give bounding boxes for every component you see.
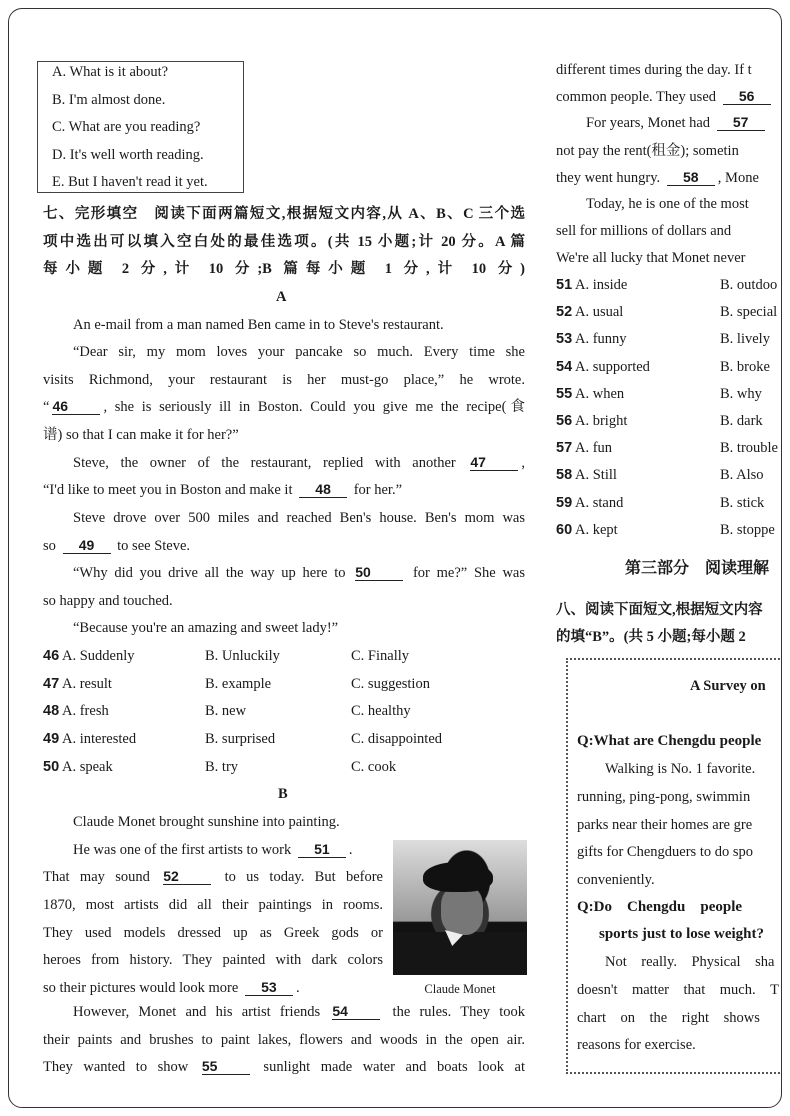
survey-line: doesn't matter that much. T	[577, 982, 779, 998]
blank-54: 54	[332, 1003, 380, 1020]
text-segment: However, Monet and his artist friends	[73, 1004, 330, 1020]
passage-line	[43, 923, 383, 943]
passage-line	[556, 194, 780, 214]
option-item: D. It's well worth reading.	[52, 146, 204, 163]
passage-line	[43, 536, 525, 556]
option-a: A. kept	[575, 521, 618, 538]
text-segment: , Mone	[717, 170, 759, 186]
option-c: C. cook	[351, 758, 397, 775]
instruction-line: 八、阅读下面短文,根据短文内容	[556, 602, 763, 618]
option-a: A. fresh	[62, 703, 109, 720]
survey-line: Not really. Physical sha	[605, 954, 775, 970]
blank-55: 55	[202, 1058, 250, 1075]
text-segment: , she is seriously ill in Boston. Could you give me the recipe(食	[103, 399, 525, 415]
text-segment: “	[43, 399, 50, 415]
section-heading-b: B	[278, 786, 288, 802]
option-a: A. when	[575, 385, 625, 402]
text-segment: Steve, the owner of the restaurant, replied with another	[73, 455, 468, 471]
passage-line	[43, 1030, 525, 1050]
question-number: 53	[556, 331, 573, 348]
option-a: A. stand	[575, 494, 624, 511]
option-b: B. surprised	[205, 731, 276, 748]
blank-47: 47	[470, 454, 518, 471]
option-a: A. Suddenly	[62, 648, 135, 664]
survey-line: sports just to lose weight?	[599, 926, 764, 942]
text-segment: “Why did you drive all the way up here to	[73, 565, 353, 581]
monet-portrait	[393, 840, 527, 975]
blank-56: 56	[723, 88, 771, 105]
option-c: C. suggestion	[351, 675, 430, 692]
question-number: 49	[43, 731, 60, 748]
question-number: 60	[556, 521, 573, 538]
blank-49: 49	[63, 537, 111, 554]
passage-line	[43, 508, 525, 528]
text-segment: They used models dressed up as Greek gods or	[43, 925, 383, 941]
option-b: B. Unluckily	[205, 648, 280, 664]
blank-51: 51	[298, 841, 346, 858]
blank-58: 58	[667, 169, 715, 186]
passage-line	[43, 315, 525, 335]
text-segment: Claude Monet brought sunshine into painting.	[73, 814, 340, 830]
text-segment: to us today. But before	[214, 869, 383, 885]
option-item: C. What are you reading?	[52, 119, 201, 135]
survey-line: gifts for Chengduers to do spo	[577, 844, 753, 860]
option-a: A. inside	[575, 277, 628, 293]
passage-line	[556, 248, 780, 268]
text-segment: He was one of the first artists to work	[73, 842, 295, 858]
passage-line	[43, 1057, 525, 1077]
passage-line	[43, 1002, 525, 1022]
question-number: 52	[556, 304, 573, 321]
text-segment: “Because you're an amazing and sweet lady!”	[73, 620, 339, 636]
passage-line	[556, 168, 780, 188]
text-segment: their paints and brushes to paint lakes, flowers and woods in the open air.	[43, 1032, 525, 1048]
survey-line: Q:What are Chengdu people	[577, 733, 762, 749]
text-segment: common people. They used	[556, 89, 720, 105]
passage-line	[556, 113, 780, 133]
option-item: A. What is it about?	[52, 64, 169, 80]
instruction-line: 项中选出可以填入空白处的最佳选项。(共 15 小题;计 20 分。A 篇	[43, 233, 525, 250]
instruction-line: 每小题 2 分,计 10 分;B 篇每小题 1 分,计 10 分)	[43, 261, 525, 277]
option-a: A. result	[62, 675, 112, 692]
passage-line	[43, 895, 383, 915]
text-segment: for her.”	[350, 482, 403, 498]
instruction-line: 七、完形填空 阅读下面两篇短文,根据短文内容,从 A、B、C 三个选	[43, 206, 525, 222]
text-segment: That may sound	[43, 869, 161, 885]
passage-line	[43, 618, 525, 638]
text-segment: ,	[521, 455, 525, 471]
blank-53: 53	[245, 979, 293, 996]
text-segment: for me?” She was	[406, 565, 525, 581]
text-segment: They wanted to show	[43, 1059, 199, 1075]
passage-line	[556, 221, 780, 241]
passage-line	[43, 867, 383, 887]
option-a: A. speak	[62, 758, 113, 775]
survey-line: chart on the right shows	[577, 1010, 760, 1026]
text-segment: .	[295, 980, 300, 996]
text-segment: We're all lucky that Monet never	[556, 250, 746, 266]
question-number: 46	[43, 648, 60, 664]
text-segment: An e-mail from a man named Ben came in to Steve's restaurant.	[73, 317, 444, 333]
passage-line	[43, 978, 383, 998]
option-b: B. broke	[720, 358, 770, 375]
option-a: A. bright	[575, 413, 628, 429]
question-number: 57	[556, 440, 573, 457]
text-segment: .	[348, 842, 353, 858]
blank-57: 57	[717, 114, 765, 131]
survey-line: reasons for exercise.	[577, 1037, 696, 1053]
option-c: C. disappointed	[351, 731, 443, 748]
blank-48: 48	[299, 481, 347, 498]
photo-caption: Claude Monet	[424, 982, 496, 996]
text-segment: sell for millions of dollars and	[556, 223, 732, 239]
blank-46: 46	[52, 398, 100, 415]
option-a: A. usual	[575, 304, 624, 321]
survey-line: running, ping-pong, swimmin	[577, 789, 751, 805]
instruction-line: 的填“B”。(共 5 小题;每小题 2	[556, 629, 746, 645]
option-a: A. supported	[575, 358, 650, 375]
question-number: 59	[556, 494, 573, 511]
text-segment: 谱) so that I can make it for her?”	[43, 427, 239, 443]
text-segment: “Dear sir, my mom loves your pancake so much. Every time she	[73, 344, 525, 360]
passage-line	[43, 425, 525, 445]
option-a: A. fun	[575, 440, 613, 457]
option-b: B. trouble	[720, 440, 778, 457]
question-number: 58	[556, 467, 573, 484]
survey-line: parks near their homes are gre	[577, 817, 753, 833]
question-number: 54	[556, 358, 573, 375]
question-number: 48	[43, 703, 60, 720]
text-segment: “I'd like to meet you in Boston and make it	[43, 482, 297, 498]
option-item: E. But I haven't read it yet.	[52, 174, 208, 190]
option-b: B. try	[205, 758, 239, 775]
option-c: C. healthy	[351, 703, 411, 720]
option-b: B. Also	[720, 467, 764, 484]
question-number: 56	[556, 413, 573, 429]
survey-line: Walking is No. 1 favorite.	[605, 761, 756, 777]
passage-line	[43, 563, 525, 583]
option-item: B. I'm almost done.	[52, 91, 166, 108]
survey-title: A Survey on	[690, 678, 766, 694]
passage-line	[43, 950, 383, 970]
section-heading-a: A	[276, 289, 287, 305]
text-segment: different times during the day. If t	[556, 62, 752, 78]
text-segment: so	[43, 538, 60, 554]
passage-line	[556, 87, 780, 107]
text-segment: Steve drove over 500 miles and reached Ben's house. Ben's mom was	[73, 510, 525, 526]
passage-line	[43, 812, 525, 832]
passage-line	[43, 840, 383, 860]
survey-line: conveniently.	[577, 872, 655, 888]
text-segment: the rules. They took	[383, 1004, 525, 1020]
question-number: 51	[556, 277, 573, 293]
text-segment: not pay the rent(租金); sometin	[556, 143, 739, 159]
part-title: 第三部分 阅读理解	[625, 560, 770, 577]
passage-line	[556, 141, 780, 161]
option-b: B. stoppe	[720, 521, 775, 538]
right-column	[545, 40, 780, 1100]
question-number: 55	[556, 385, 573, 402]
text-segment: so their pictures would look more	[43, 980, 242, 996]
passage-line	[43, 342, 525, 362]
option-a: A. interested	[62, 731, 137, 748]
option-b: B. lively	[720, 331, 770, 348]
passage-line	[43, 453, 525, 473]
text-segment: 1870, most artists did all their paintings in rooms.	[43, 897, 383, 913]
option-b: B. outdoo	[720, 277, 778, 293]
option-b: B. example	[205, 675, 272, 692]
passage-line	[43, 370, 525, 390]
option-b: B. dark	[720, 413, 763, 429]
text-segment: sunlight made water and boats look at	[252, 1059, 525, 1075]
option-c: C. Finally	[351, 648, 410, 664]
text-segment: they went hungry.	[556, 170, 664, 186]
option-b: B. why	[720, 385, 762, 402]
passage-line	[43, 397, 525, 417]
passage-line	[556, 60, 780, 80]
text-segment: to see Steve.	[113, 538, 191, 554]
text-segment: Today, he is one of the most	[586, 196, 749, 212]
survey-line: Q:Do Chengdu people	[577, 899, 743, 915]
text-segment: visits Richmond, your restaurant is her must-go place,” he wrote.	[43, 372, 525, 388]
option-a: A. Still	[575, 467, 617, 484]
option-b: B. new	[205, 703, 247, 720]
option-b: B. stick	[720, 494, 765, 511]
text-segment: For years, Monet had	[586, 115, 714, 131]
passage-line	[43, 591, 525, 611]
option-a: A. funny	[575, 331, 627, 348]
question-number: 50	[43, 758, 60, 775]
text-segment: so happy and touched.	[43, 593, 173, 609]
blank-50: 50	[355, 564, 403, 581]
option-b: B. special	[720, 304, 778, 321]
passage-line	[43, 480, 525, 500]
question-number: 47	[43, 675, 60, 692]
text-segment: heroes from history. They painted with dark colors	[43, 952, 383, 968]
blank-52: 52	[163, 868, 211, 885]
